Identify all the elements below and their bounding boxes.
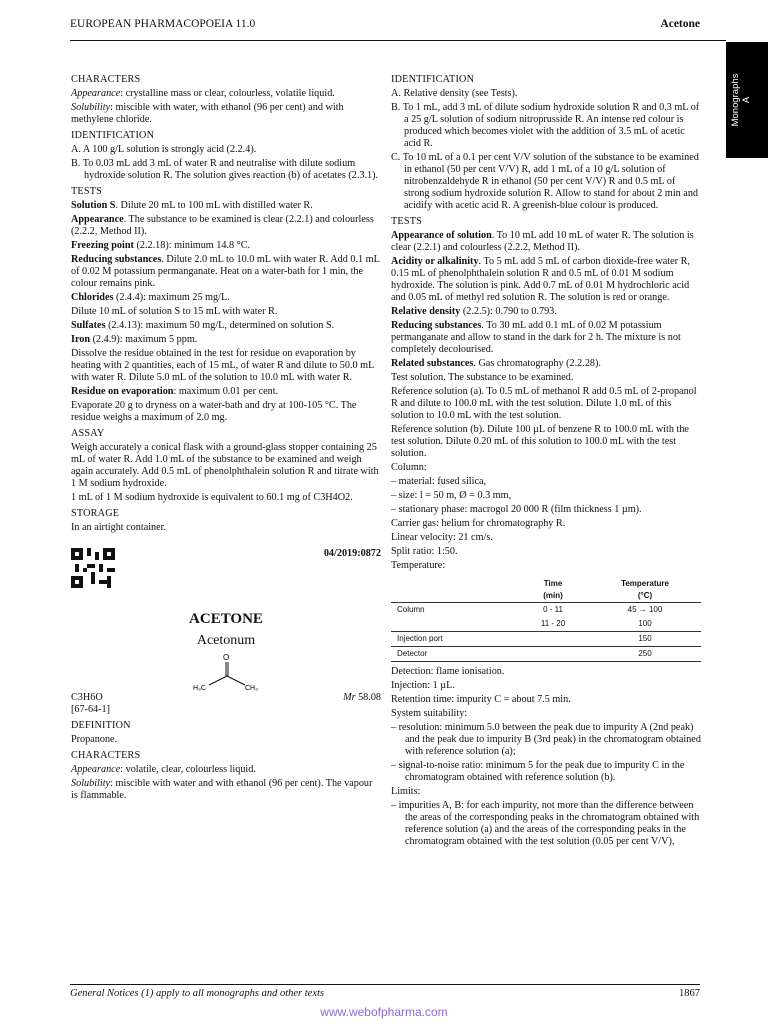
paragraph: Acidity or alkalinity. To 5 mL add 5 mL of carbon dioxide-free water R, 0.15 mL of phenolphthalein solution R and 0.5 mL of 0.01 M sodium hydroxide. The solution is pink. Add 0.7 mL of 0.01 M hydrochloric acid and 0.05 mL of methyl red solution R. The solution is red or orange. (391, 256, 690, 303)
paragraph: Reference solution (b). Dilute 100 µL of benzene R to 100.0 mL with the test solution. Dilute 0.20 mL of this solution to 100.0 mL with the test solution. (391, 424, 689, 459)
paragraph: Iron (2.4.9): maximum 5 ppm. (71, 334, 198, 345)
table-cell: 0 - 11 (543, 605, 563, 614)
side-tab-label (730, 46, 752, 154)
paragraph: Chlorides (2.4.4): maximum 25 mg/L. (71, 292, 230, 303)
paragraph: Freezing point (2.2.18): minimum 14.8 °C. (71, 240, 251, 251)
table-cell (391, 617, 517, 632)
paragraph: Reducing substances. Dilute 2.0 mL to 10.0 mL with water R. Add 0.1 mL of 0.02 M potassium permanganate. Heat on a water-bath for 1 min, the colour remains pink. (71, 254, 380, 289)
paragraph: Solubility: miscible with water, with ethanol (96 per cent) and with methylene chloride. (71, 102, 344, 125)
section-heading: IDENTIFICATION (391, 74, 475, 85)
section-heading: DEFINITION (71, 720, 131, 731)
cas-number: [67-64-1] (71, 704, 111, 715)
table-cell: 100 (589, 617, 701, 632)
table-header-cell: Time (543, 579, 563, 588)
list-item: – signal-to-noise ratio: minimum 5 for the peak due to impurity C in the chromatogram obtained with reference solution (b). (391, 760, 685, 783)
table-header-row (391, 590, 701, 603)
table-cell: Detector (391, 647, 517, 662)
list-item: C. To 10 mL of a 0.1 per cent V/V solution of the substance to be examined in ethanol (50 per cent V/V) R, add 1 mL of a 10 g/L solution of nitrobenzaldehyde R in ethanol (50 per cent V/V) R and 0.5 mL of strong sodium hydroxide solution R. Allow to stand for about 2 min and acidify with acetic acid R. A greenish-blue colour is produced. (391, 152, 699, 211)
paragraph: Test solution. The substance to be examined. (391, 372, 574, 383)
paragraph: Injection: 1 µL. (391, 680, 455, 691)
right-column (391, 70, 701, 850)
list-item: A. Relative density (see Tests). (391, 88, 518, 99)
paragraph: Related substances. Gas chromatography (2.2.28). (391, 358, 601, 369)
acetone-structure-icon (191, 652, 261, 692)
section-heading: STORAGE (71, 508, 120, 519)
publication-number: 04/2019:0872 (323, 548, 381, 559)
paragraph: Evaporate 20 g to dryness on a water-bath and dry at 100-105 °C. The residue weighs a maximum of 2.0 mg. (71, 400, 357, 423)
page-header (70, 18, 700, 40)
table-header-cell: Temperature (621, 579, 669, 588)
table-header-cell: (min) (517, 590, 589, 603)
paragraph: Detection: flame ionisation. (391, 666, 505, 677)
paragraph: Appearance of solution. To 10 mL add 10 mL of water R. The solution is clear (2.2.1) and colourless (2.2.2, Method II). (391, 230, 694, 253)
section-heading: CHARACTERS (71, 74, 141, 85)
watermark-link[interactable]: www.webofpharma.com (320, 1005, 448, 1019)
qr-row (71, 548, 381, 596)
paragraph: Temperature: (391, 560, 446, 571)
side-tab-line1: Monographs (730, 73, 741, 127)
svg-text:CH₃: CH₃ (245, 685, 258, 692)
table-row (391, 647, 701, 662)
qr-code-icon (71, 548, 115, 588)
paragraph: Linear velocity: 21 cm/s. (391, 532, 493, 543)
paragraph: Solubility: miscible with water and with ethanol (96 per cent). The vapour is flammable. (71, 778, 373, 801)
paragraph: Solution S. Dilute 20 mL to 100 mL with distilled water R. (71, 200, 313, 211)
page-number: 1867 (679, 988, 700, 999)
paragraph: Dissolve the residue obtained in the test for residue on evaporation by heating with 2 quantities, each of 15 mL, of water R and dilute to 50.0 mL with water R. Dilute 5.0 mL of the solution to 10.0 mL with water R. (71, 348, 374, 383)
table-header-cell: (°C) (589, 590, 701, 603)
paragraph: Residue on evaporation: maximum 0.01 per cent. (71, 386, 279, 397)
footer-rule (70, 984, 700, 985)
list-item: – material: fused silica, (391, 476, 487, 487)
paragraph: Appearance: volatile, clear, colourless liquid. (71, 764, 256, 775)
temperature-table (391, 578, 701, 662)
section-heading: IDENTIFICATION (71, 130, 155, 141)
list-item: – size: l = 50 m, Ø = 0.3 mm, (391, 490, 512, 501)
paragraph: Weigh accurately a conical flask with a ground-glass stopper containing 25 mL of water R. Add 1.0 mL of the substance to be examined and weigh again accurately. Add 0.5 mL of phenolphthalein solution R and titrate with 1 M sodium hydroxide. (71, 442, 379, 489)
paragraph: Reducing substances. To 30 mL add 0.1 mL of 0.02 M potassium permanganate and allow to stand in the dark for 2 h. The mixture is not completely decolourised. (391, 320, 681, 355)
molecular-formula: C3H6O (71, 692, 103, 703)
paragraph: Dilute 10 mL of solution S to 15 mL with water R. (71, 306, 278, 317)
table-cell: 150 (589, 632, 701, 647)
table-row (391, 632, 701, 647)
section-heading: ASSAY (71, 428, 105, 439)
paragraph: Appearance: crystalline mass or clear, colourless, volatile liquid. (71, 88, 335, 99)
footer-note: General Notices (1) apply to all monographs and other texts (70, 988, 325, 999)
table-row (391, 603, 701, 618)
side-tab (726, 42, 768, 158)
svg-text:H₃C: H₃C (193, 685, 206, 692)
table-cell: 250 (589, 647, 701, 662)
paragraph: Propanone. (71, 734, 118, 745)
paragraph: 1 mL of 1 M sodium hydroxide is equivalent to 60.1 mg of C3H4O2. (71, 492, 353, 503)
list-item: B. To 0.03 mL add 3 mL of water R and neutralise with dilute sodium hydroxide solution R. The solution gives reaction (b) of acetates (2.3.1). (71, 158, 379, 181)
paragraph: System suitability: (391, 708, 468, 719)
section-heading: TESTS (391, 216, 423, 227)
list-item: A. A 100 g/L solution is strongly acid (2.2.4). (71, 144, 257, 155)
paragraph: Relative density (2.2.5): 0.790 to 0.793. (391, 306, 557, 317)
table-cell: Column (397, 605, 425, 614)
list-item: – impurities A, B: for each impurity, not more than the difference between the areas of the corresponding peaks in the chromatogram obtained with reference solution (a) and the areas of the corresponding peaks in the chromatogram obtained with the test solution (0.05 per cent V/V), (391, 800, 700, 847)
paragraph: In an airtight container. (71, 522, 167, 533)
header-title: EUROPEAN PHARMACOPOEIA 11.0 (70, 18, 256, 30)
paragraph: Retention time: impurity C = about 7.5 min. (391, 694, 571, 705)
table-cell (517, 632, 589, 647)
section-heading: CHARACTERS (71, 750, 141, 761)
table-row (391, 617, 701, 632)
table-cell (517, 647, 589, 662)
header-monograph: Acetone (660, 18, 700, 30)
paragraph: Sulfates (2.4.13): maximum 50 mg/L, determined on solution S. (71, 320, 335, 331)
table-cell: 45 → 100 (627, 605, 663, 614)
table-cell: Injection port (391, 632, 517, 647)
left-column (71, 70, 381, 804)
list-item: – resolution: minimum 5.0 between the peak due to impurity A (2nd peak) and the peak due to impurity B (3rd peak) in the chromatogram obtained with reference solution (a); (391, 722, 701, 757)
monograph-title: ACETONE (189, 611, 263, 627)
svg-text:O: O (223, 653, 230, 662)
table-cell: 11 - 20 (517, 617, 589, 632)
side-tab-line2: A (741, 96, 752, 104)
paragraph: Appearance. The substance to be examined is clear (2.2.1) and colourless (2.2.2, Method II). (71, 214, 374, 237)
list-item: – stationary phase: macrogol 20 000 R (film thickness 1 µm). (391, 504, 642, 515)
formula-row (71, 692, 381, 704)
section-heading: TESTS (71, 186, 103, 197)
monograph-latin-name: Acetonum (196, 633, 256, 648)
paragraph: Limits: (391, 786, 421, 797)
paragraph: Split ratio: 1:50. (391, 546, 458, 557)
header-rule (70, 40, 726, 41)
paragraph: Reference solution (a). To 0.5 mL of methanol R add 0.5 mL of 2-propanol R and dilute to 100.0 mL with the test solution. Dilute 1.0 mL of this solution to 10.0 mL with the test solution. (391, 386, 697, 421)
table-header-row (391, 578, 701, 590)
relative-molecular-mass: Mr 58.08 (343, 692, 381, 703)
paragraph: Carrier gas: helium for chromatography R. (391, 518, 566, 529)
paragraph: Column: (391, 462, 427, 473)
list-item: B. To 1 mL, add 3 mL of dilute sodium hydroxide solution R and 0.3 mL of a 25 g/L solution of sodium nitroprusside R. An intense red colour is produced which becomes violet with the addition of 3.5 mL of acetic acid R. (391, 102, 700, 149)
